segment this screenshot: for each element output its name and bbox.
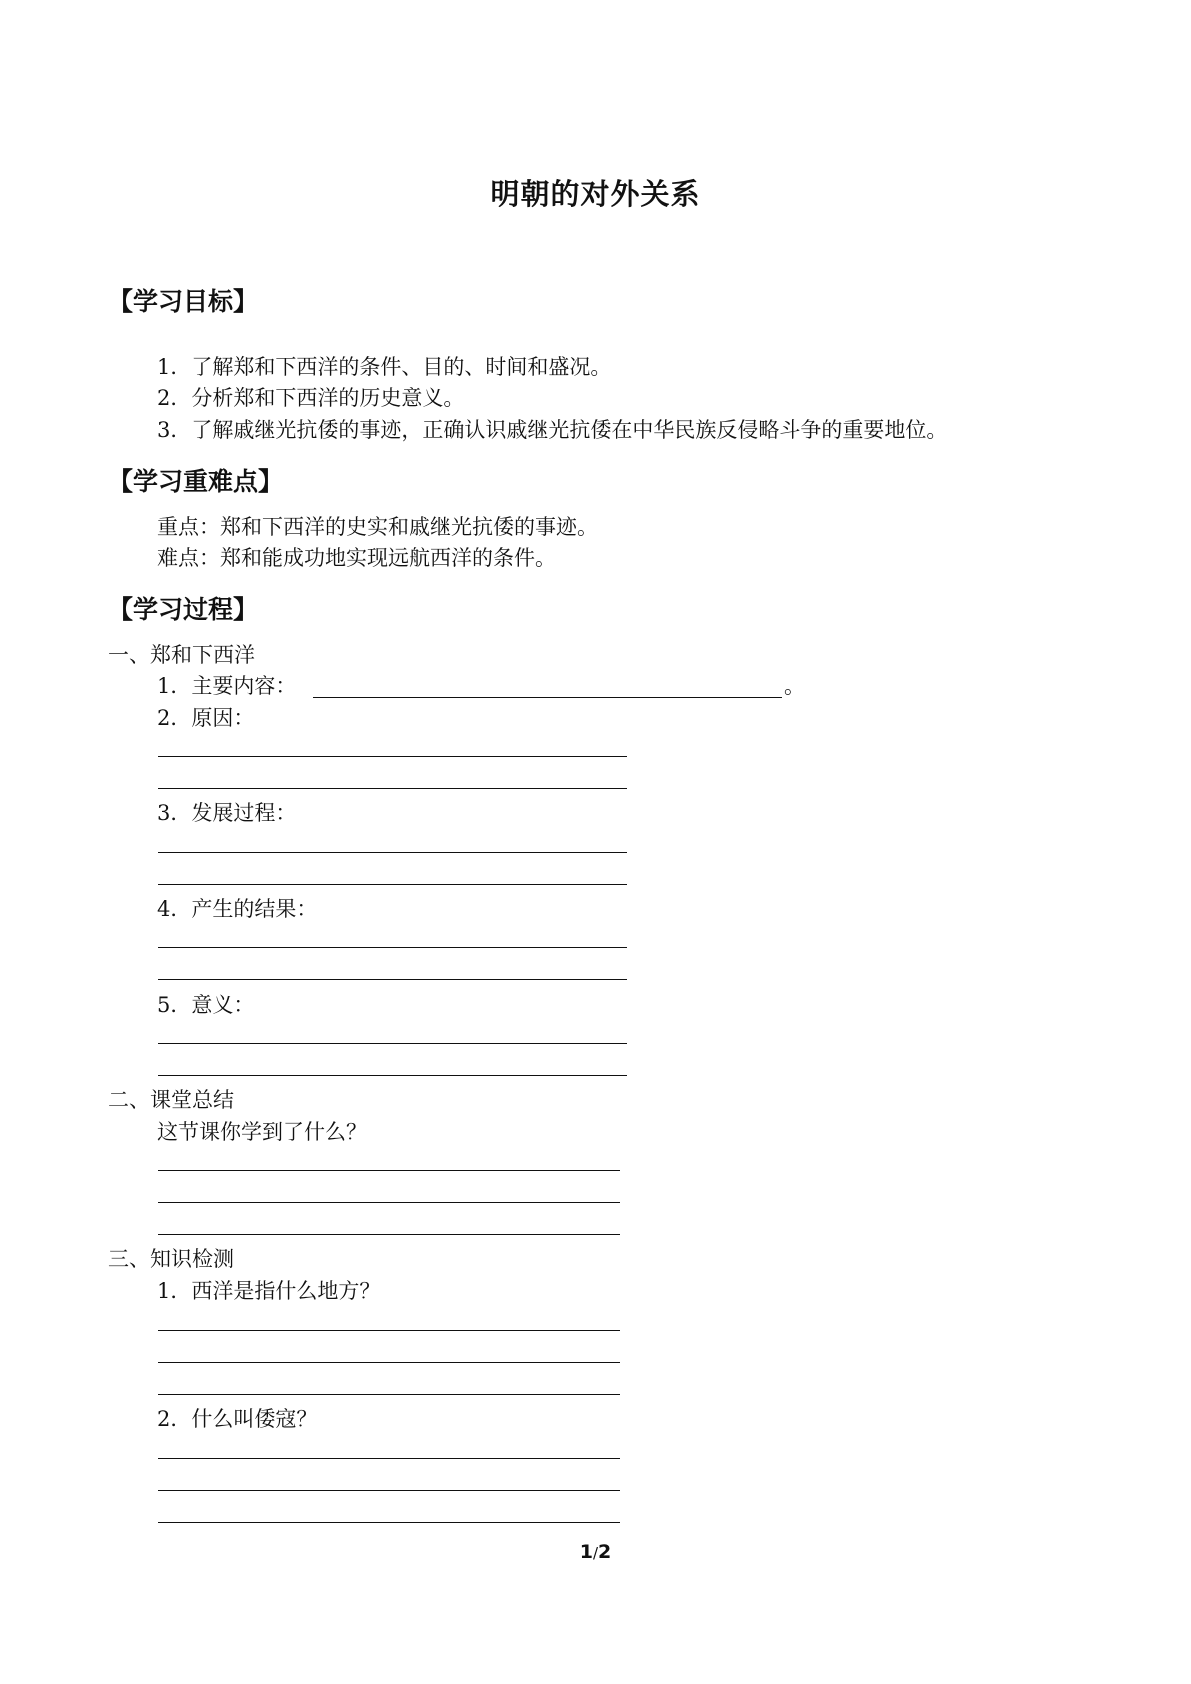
answer-line-summary-2[interactable] [158, 1202, 620, 1203]
question-wokou: 2．什么叫倭寇？ [157, 1407, 318, 1431]
section-3-title: 三、知识检测 [108, 1247, 234, 1271]
question-main-content-end: 。 [784, 674, 805, 698]
answer-line-process-1[interactable] [158, 852, 627, 853]
answer-line-process-2[interactable] [158, 884, 627, 885]
answer-line-wokou-1[interactable] [158, 1458, 620, 1459]
objective-item-1: 1．了解郑和下西洋的条件、目的、时间和盛况。 [157, 355, 612, 379]
page-current: 1 [579, 1541, 593, 1563]
question-reason: 2．原因： [157, 706, 255, 730]
question-result: 4．产生的结果： [157, 897, 318, 921]
question-significance: 5．意义： [157, 993, 255, 1017]
page-total: 2 [598, 1541, 612, 1563]
question-main-content: 1．主要内容： [157, 674, 297, 698]
answer-line-result-1[interactable] [158, 947, 627, 948]
answer-line-result-2[interactable] [158, 979, 627, 980]
section-2-title: 二、课堂总结 [108, 1088, 234, 1112]
question-process: 3．发展过程： [157, 801, 297, 825]
answer-line-reason-1[interactable] [158, 756, 627, 757]
process-heading: 【学习过程】 [108, 595, 259, 624]
answer-line-western-ocean-1[interactable] [158, 1330, 620, 1331]
answer-line-summary-1[interactable] [158, 1170, 620, 1171]
answer-line-significance-2[interactable] [158, 1075, 627, 1076]
page-separator: / [592, 1544, 599, 1562]
summary-prompt: 这节课你学到了什么？ [157, 1120, 367, 1144]
objective-item-2: 2．分析郑和下西洋的历史意义。 [157, 386, 465, 410]
answer-blank-main-content[interactable] [313, 697, 782, 698]
section-1-title: 一、郑和下西洋 [108, 643, 255, 667]
question-western-ocean: 1．西洋是指什么地方？ [157, 1279, 381, 1303]
key-points-heading: 【学习重难点】 [108, 467, 284, 496]
answer-line-summary-3[interactable] [158, 1234, 620, 1235]
answer-line-western-ocean-3[interactable] [158, 1394, 620, 1395]
answer-line-wokou-3[interactable] [158, 1522, 620, 1523]
answer-line-wokou-2[interactable] [158, 1490, 620, 1491]
key-focus: 重点：郑和下西洋的史实和戚继光抗倭的事迹。 [157, 515, 598, 539]
page-number [0, 1541, 1191, 1563]
answer-line-reason-2[interactable] [158, 788, 627, 789]
key-difficulty: 难点：郑和能成功地实现远航西洋的条件。 [157, 546, 556, 570]
page-title: 明朝的对外关系 [490, 177, 701, 211]
objectives-heading: 【学习目标】 [108, 287, 259, 316]
answer-line-western-ocean-2[interactable] [158, 1362, 620, 1363]
answer-line-significance-1[interactable] [158, 1043, 627, 1044]
objective-item-3: 3．了解戚继光抗倭的事迹，正确认识戚继光抗倭在中华民族反侵略斗争的重要地位。 [157, 418, 948, 442]
